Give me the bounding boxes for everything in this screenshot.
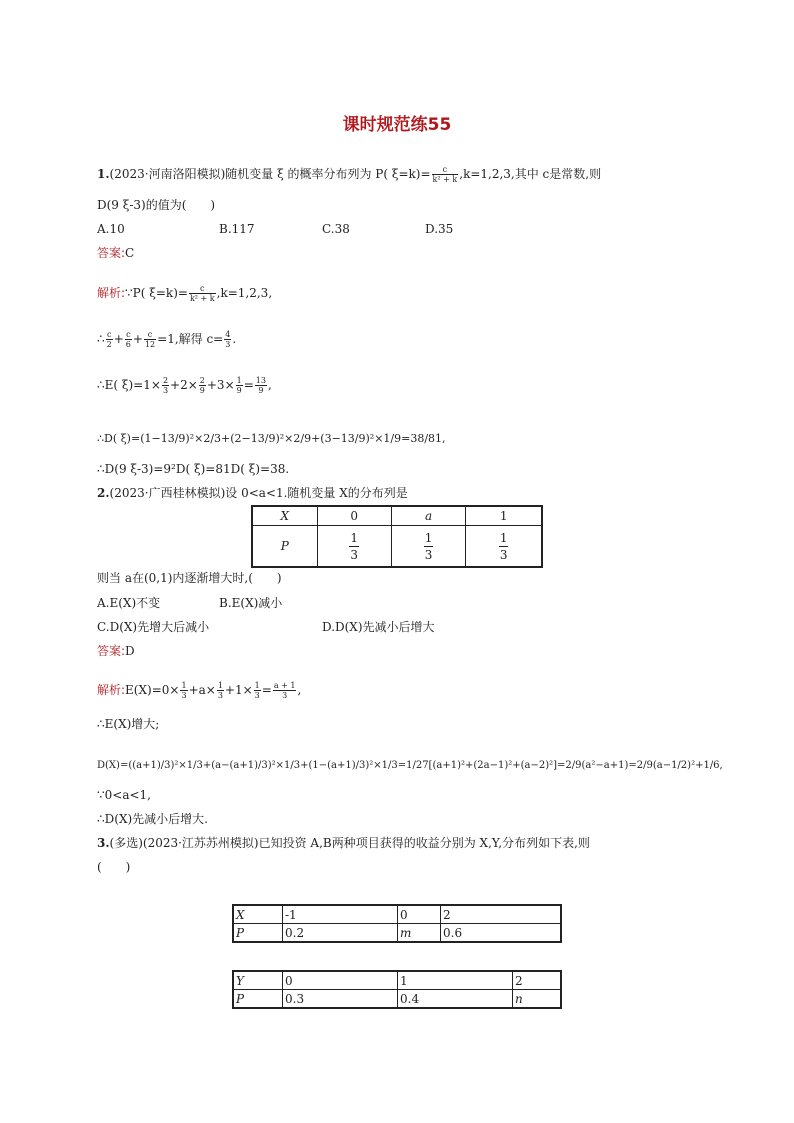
frac-den: k² + k (432, 175, 458, 184)
frac-num: 1 (350, 530, 359, 545)
q1-stem-b: ,k=1,2,3,其中 c是常数,则 (459, 167, 602, 181)
q1-option-d: D.35 (425, 222, 454, 236)
q1-stem-line1 (97, 165, 601, 184)
q1-s1-a: ∵P( ξ=k)= (125, 286, 188, 300)
table-cell: Y (233, 971, 283, 990)
q1-option-c: C.38 (322, 222, 350, 236)
q2-s1-a: E(X)=0× (125, 683, 180, 697)
q3-stem (97, 834, 590, 852)
table-cell: 0 (398, 905, 441, 924)
frac-num: 1 (254, 681, 260, 690)
frac-den: 9 (255, 385, 267, 395)
q2-answer (97, 642, 135, 660)
frac-num: 1 (181, 681, 187, 690)
frac-num: 1 (499, 530, 508, 545)
q1-s3-a: ∴E( ξ)=1× (97, 378, 161, 392)
table-row (233, 990, 561, 1009)
q1-solution-line3 (97, 376, 272, 395)
q1-option-b: B.117 (219, 222, 255, 236)
frac-1-9 (236, 376, 243, 395)
answer-label: 答案: (97, 246, 126, 260)
q3-number: 3. (97, 836, 110, 850)
table-cell: m (398, 924, 441, 943)
frac-den: 3 (181, 691, 187, 700)
table-cell: 0.6 (441, 924, 562, 943)
table-cell: -1 (283, 905, 398, 924)
table-row (233, 905, 561, 924)
table-cell: 2 (513, 971, 562, 990)
table-row (233, 971, 561, 990)
q1-solution-line2 (97, 330, 236, 349)
q1-option-a: A.10 (97, 222, 125, 236)
q2-option-a: A.E(X)不变 (97, 596, 161, 610)
q1-number: 1. (97, 167, 110, 181)
q2-distribution-table (251, 505, 543, 568)
table-cell: X (252, 506, 317, 526)
table-row (252, 526, 542, 568)
table-cell (317, 526, 391, 568)
frac-num: 4 (225, 330, 231, 339)
answer-value: C (125, 246, 135, 260)
q2-variance-expression: D(X)=((a+1)/3)²×1/3+(a−(a+1)/3)²×1/3+(1−(a+1)/3)²×1/3=1/27[(a+1)²+(2a−1)²+(a−2)²]=2/9(a²−a+1)=2/9(a−1/2)²+1/6, (97, 760, 723, 771)
frac-2-3 (162, 376, 169, 395)
frac-den: 3 (350, 547, 359, 562)
frac-den: 3 (499, 547, 508, 562)
jiexi-label: 解析: (97, 683, 126, 697)
q1-stem-a: (2023·河南洛阳模拟)随机变量 ξ 的概率分布列为 P( ξ=k)= (109, 167, 431, 181)
q2-option-b: B.E(X)减小 (219, 596, 283, 610)
table-cell (466, 526, 542, 568)
frac-den: 3 (162, 386, 169, 395)
table-cell: a (391, 506, 465, 526)
q1-solution-line4 (97, 430, 446, 448)
q3-table-y (232, 970, 562, 1009)
frac-num: 1 (217, 681, 223, 690)
table-cell: 0.2 (283, 924, 398, 943)
frac-num: c (126, 330, 131, 339)
q2-stem-text: (2023·广西桂林模拟)设 0<a<1.随机变量 X的分布列是 (109, 486, 408, 500)
q1-answer (97, 244, 134, 262)
table-cell: 0.4 (398, 990, 513, 1009)
table-cell: 0 (317, 506, 391, 526)
q3-stem-text: (多选)(2023·江苏苏州模拟)已知投资 A,B两种项目获得的收益分别为 X,Y,分布列如下表,则 (109, 836, 590, 850)
frac-den: 3 (254, 691, 260, 700)
frac-den: 3 (424, 547, 433, 562)
q1-s2-b: =1,解得 c= (157, 332, 224, 346)
q3-table-x (232, 904, 562, 943)
q1-s4-a: ∴D( ξ)= (97, 432, 141, 445)
table-cell (391, 526, 465, 568)
q2-s1-b: +a× (188, 683, 216, 697)
q2-option-d: D.D(X)先减小后增大 (322, 620, 435, 634)
table-row (233, 924, 561, 943)
frac-1-3 (180, 681, 187, 700)
frac-num: 2 (199, 376, 205, 385)
cell-fraction (424, 530, 434, 563)
q2-solution-line1 (97, 681, 301, 700)
answer-label: 答案: (97, 644, 126, 658)
frac-4-3 (224, 330, 231, 349)
frac-1-3 (217, 681, 224, 700)
q1-s3-b: +2× (170, 378, 198, 392)
q2-stem (97, 484, 408, 502)
q1-solution-line1 (97, 284, 272, 303)
table-cell: X (233, 905, 283, 924)
comma: , (267, 378, 272, 392)
table-cell: P (233, 924, 283, 943)
frac-num: 1 (424, 530, 433, 545)
plus-sign: + (113, 332, 124, 346)
q1-solution-line5: ∴D(9 ξ-3)=9²D( ξ)=81D( ξ)=38. (97, 462, 290, 476)
q2-option-c: C.D(X)先增大后减小 (97, 620, 210, 634)
q1-s1-fraction (189, 284, 216, 303)
frac-den: k² + k (189, 294, 215, 303)
plus-sign: + (132, 332, 143, 346)
frac-a1-3 (273, 681, 297, 700)
q1-stem-fraction (432, 165, 459, 184)
q1-s1-b: ,k=1,2,3, (216, 286, 273, 300)
table-row (252, 506, 542, 526)
table-cell: n (513, 990, 562, 1009)
table-cell: 1 (466, 506, 542, 526)
table-cell: 1 (398, 971, 513, 990)
frac-num: c (106, 330, 112, 339)
frac-den: 6 (125, 340, 131, 349)
equals: = (243, 378, 254, 392)
frac-c-2 (106, 330, 113, 349)
q2-number: 2. (97, 486, 110, 500)
frac-den: 9 (199, 386, 205, 395)
comma: , (297, 683, 302, 697)
q1-s3-c: +3× (206, 378, 235, 392)
q2-solution-line2: ∴E(X)增大; (97, 717, 160, 731)
frac-den: 3 (217, 691, 223, 700)
frac-c-6 (125, 330, 132, 349)
frac-num: c (200, 284, 205, 293)
frac-num: c (147, 330, 153, 339)
q2-solution-line4: ∵0<a<1, (97, 788, 151, 802)
q2-stem2: 则当 a在(0,1)内逐渐增大时,( ) (97, 571, 282, 585)
frac-2-9 (199, 376, 206, 395)
q1-stem-line2: D(9 ξ-3)的值为( ) (97, 198, 216, 212)
period: . (232, 332, 237, 346)
frac-den: 3 (225, 340, 231, 349)
jiexi-label: 解析: (97, 286, 126, 300)
q1-variance-expression: (1−13/9)²×2/3+(2−13/9)²×2/9+(3−13/9)²×1/9=38/81, (140, 432, 446, 445)
page-title: 课时规范练55 (342, 115, 452, 135)
frac-den: 2 (106, 340, 112, 349)
frac-den: 3 (273, 690, 297, 700)
table-cell: 2 (441, 905, 562, 924)
frac-num: 2 (162, 376, 169, 385)
table-cell: P (233, 990, 283, 1009)
table-cell: P (252, 526, 317, 568)
frac-den: 12 (144, 340, 156, 349)
frac-num: a + 1 (273, 681, 296, 690)
equals: = (261, 683, 272, 697)
q3-stem2: ( ) (97, 860, 131, 874)
frac-num: 13 (255, 376, 266, 385)
cell-fraction (499, 530, 509, 563)
frac-c-12 (144, 330, 156, 349)
table-cell: 0.3 (283, 990, 398, 1009)
frac-1-3 (254, 681, 261, 700)
answer-value: D (125, 644, 135, 658)
q2-solution-line5: ∴D(X)先减小后增大. (97, 812, 208, 826)
frac-13-9 (255, 376, 267, 395)
table-cell: 0 (283, 971, 398, 990)
frac-num: 1 (236, 376, 242, 385)
frac-den: 9 (236, 386, 242, 395)
frac-num: c (442, 165, 448, 174)
therefore: ∴ (97, 332, 105, 346)
q2-s1-c: +1× (224, 683, 253, 697)
cell-fraction (349, 530, 359, 563)
